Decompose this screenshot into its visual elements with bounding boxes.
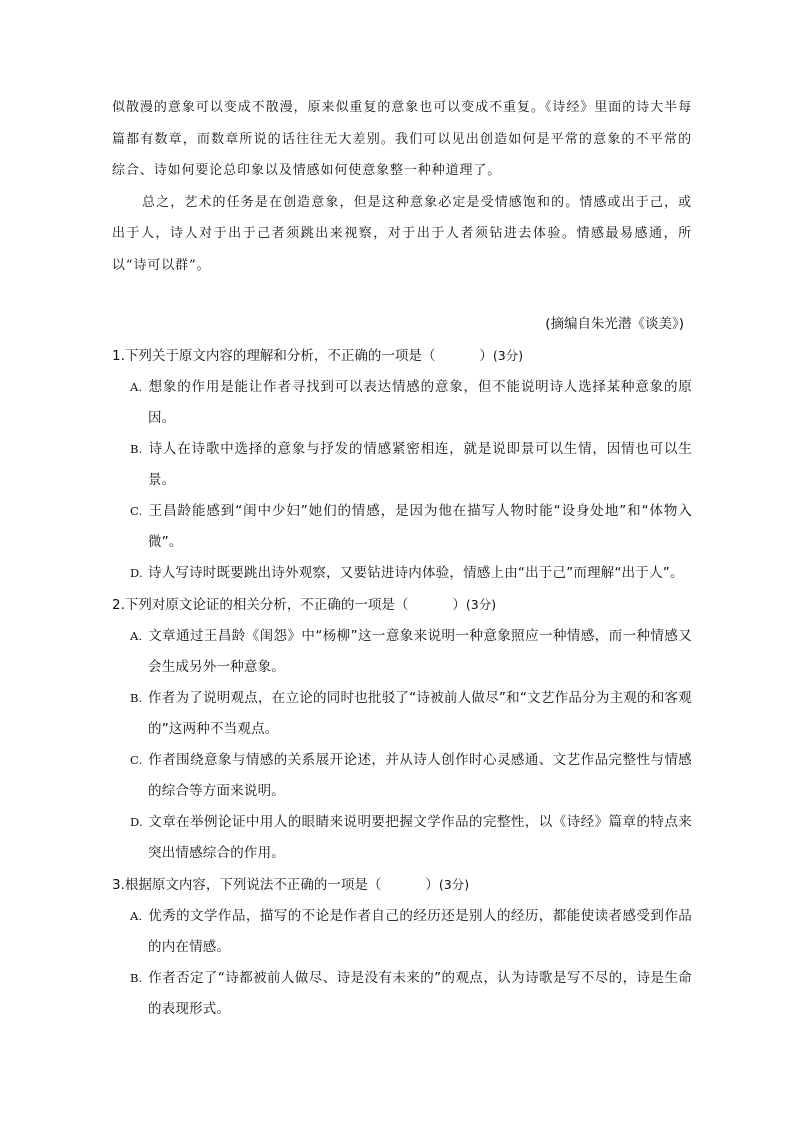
option-a: A. 文章通过王昌龄《闺怨》中“杨柳”这一意象来说明一种意象照应一种情感，而一种情感又会生成另外一种意象。 [130,628,692,675]
question-score: (3分) [438,877,470,892]
question-score: (3分) [465,597,497,612]
option-d: D. 诗人写诗时既要跳出诗外观察，又要钻进诗内体验，情感上由“出于己”而理解“出于人”。 [130,565,684,581]
option-a: A. 优秀的文学作品，描写的不论是作者自己的经历还是别人的经历，都能使读者感受到作品的内在情感。 [130,908,692,955]
option-b: B. 诗人在诗歌中选择的意象与抒发的情感紧密相连，就是说即景可以生情，因情也可以生景。 [130,441,692,488]
option-a: A. 想象的作用是能让作者寻找到可以表达情感的意象，但不能说明诗人选择某种意象的原因。 [130,379,692,426]
passage-paragraph-2: 总之，艺术的任务是在创造意象，但是这种意象必定是受情感饱和的。情感或出于己，或出于人，诗人对于出于己者须跳出来视察，对于出于人者须钻进去体验。情感最易感通，所以“诗可以群”。 [112,194,692,273]
question-score: (3分) [492,348,524,363]
question-list [112,340,692,1025]
question-1 [112,340,692,589]
option-d: D. 文章在举例论证中用人的眼睛来说明要把握文学作品的完整性，以《诗经》篇章的特点来突出情感综合的作用。 [130,814,692,861]
passage-source: (摘编自朱光潜《谈美》) [545,316,684,332]
option-c: C. 王昌龄能感到“闺中少妇”她们的情感，是因为他在描写人物时能“设身处地”和“体物入微”。 [130,503,692,550]
option-b: B. 作者否定了“诗都被前人做尽、诗是没有未来的”的观点，认为诗歌是写不尽的，诗是生命的表现形式。 [130,970,692,1017]
question-2 [112,589,692,869]
question-stem: 2.下列对原文论证的相关分析，不正确的一项是（ ）(3分) [112,597,497,613]
reading-passage [112,92,692,281]
option-b: B. 作者为了说明观点，在立论的同时也批驳了“诗被前人做尽”和“文艺作品分为主观的和客观的”这两种不当观点。 [130,690,692,737]
question-stem: 3.根据原文内容，下列说法不正确的一项是（ ）(3分) [112,877,470,893]
option-c: C. 作者围绕意象与情感的关系展开论述，并从诗人创作时心灵感通、文艺作品完整性与情感的综合等方面来说明。 [130,752,692,799]
question-3 [112,869,692,1025]
passage-paragraph-1: 似散漫的意象可以变成不散漫，原来似重复的意象也可以变成不重复。《诗经》里面的诗大半每篇都有数章，而数章所说的话往往无大差别。我们可以见出创造如何是平常的意象的不平常的综合、诗如何要论总印象以及情感如何使意象整一种种道理了。 [112,100,692,178]
question-stem: 1.下列关于原文内容的理解和分析，不正确的一项是（ ）(3分) [112,348,524,364]
